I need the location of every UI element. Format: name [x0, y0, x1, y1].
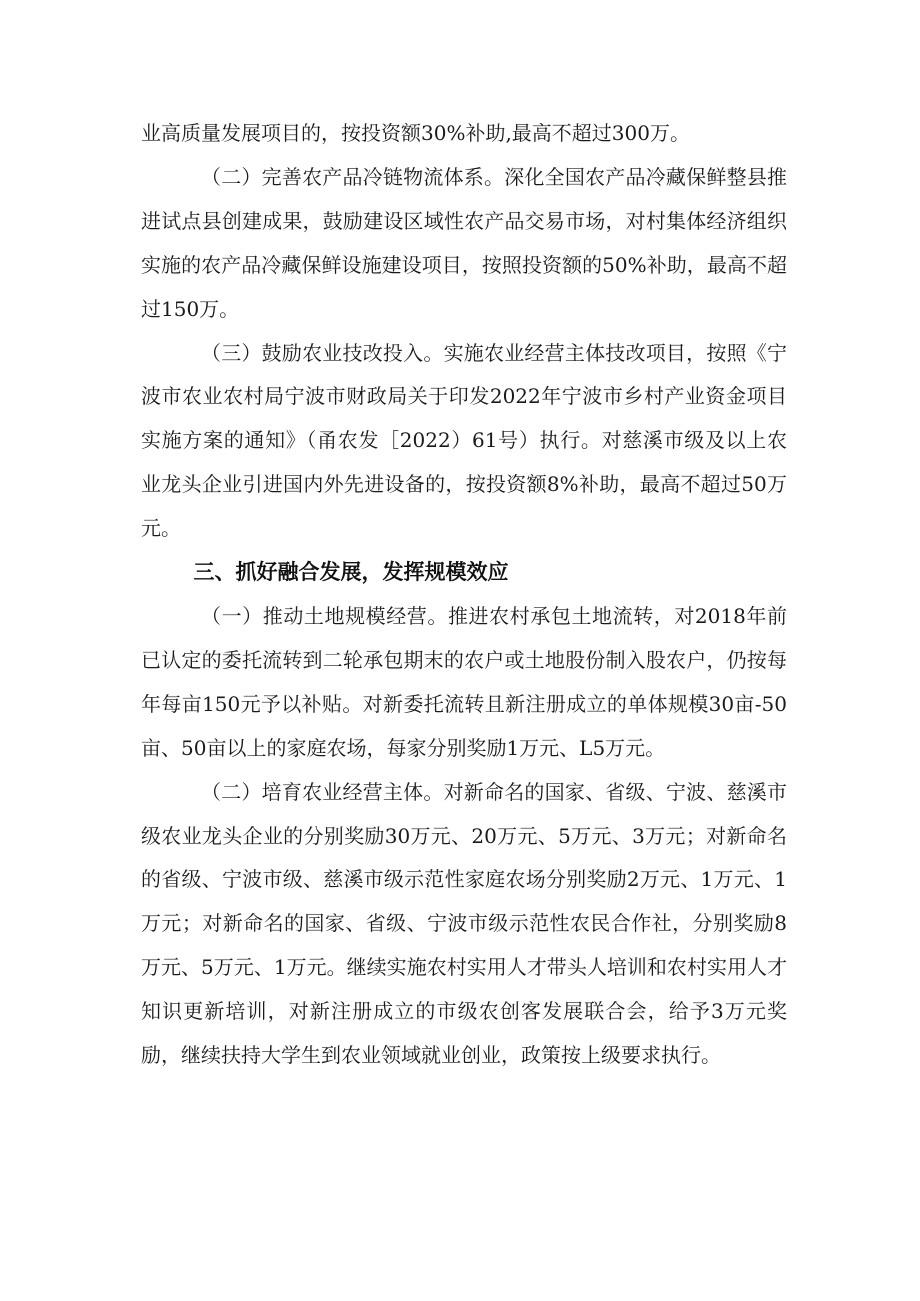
paragraph-continuation: 业高质量发展项目的，按投资额30%补助,最高不超过300万。: [141, 121, 690, 145]
paragraph-tech-upgrade: （三）鼓励农业技改投入。实施农业经营主体技改项目，按照《宁波市农业农村局宁波市财政局关于印发2022年宁波市乡村产业资金项目实施方案的通知》（甬农发［2022）61号）执行。对慈溪市级及以上农业龙头企业引进国内外先进设备的，按投资额8%补助，最高不超过50万元。: [141, 340, 787, 541]
document-body: [141, 112, 787, 1078]
paragraph-land-scale: （一）推动土地规模经营。推进农村承包土地流转，对2018年前已认定的委托流转到二轮承包期末的农户或土地股份制入股农户，仍按每年每亩150元予以补贴。对新委托流转且新注册成立的单体规模30亩-50亩、50亩以上的家庭农场，每家分别奖励1万元、L5万元。: [141, 603, 787, 760]
paragraph-cold-chain: （二）完善农产品冷链物流体系。深化全国农产品冷藏保鲜整县推进试点县创建成果，鼓励建设区域性农产品交易市场，对村集体经济组织实施的农产品冷藏保鲜设施建设项目，按照投资额的50%补助，最高不超过150万。: [141, 164, 787, 321]
paragraph-business-entities: （二）培育农业经营主体。对新命名的国家、省级、宁波、慈溪市级农业龙头企业的分别奖励30万元、20万元、5万元、3万元；对新命名的省级、宁波市级、慈溪市级示范性家庭农场分别奖励2万元、1万元、1万元；对新命名的国家、省级、宁波市级示范性农民合作社，分别奖励8万元、5万元、1万元。继续实施农村实用人才带头人培训和农村实用人才知识更新培训，对新注册成立的市级农创客发展联合会，给予3万元奖励，继续扶持大学生到农业领域就业创业，政策按上级要求执行。: [141, 779, 787, 1068]
section-heading-integration: 三、抓好融合发展，发挥规模效应: [193, 560, 509, 585]
